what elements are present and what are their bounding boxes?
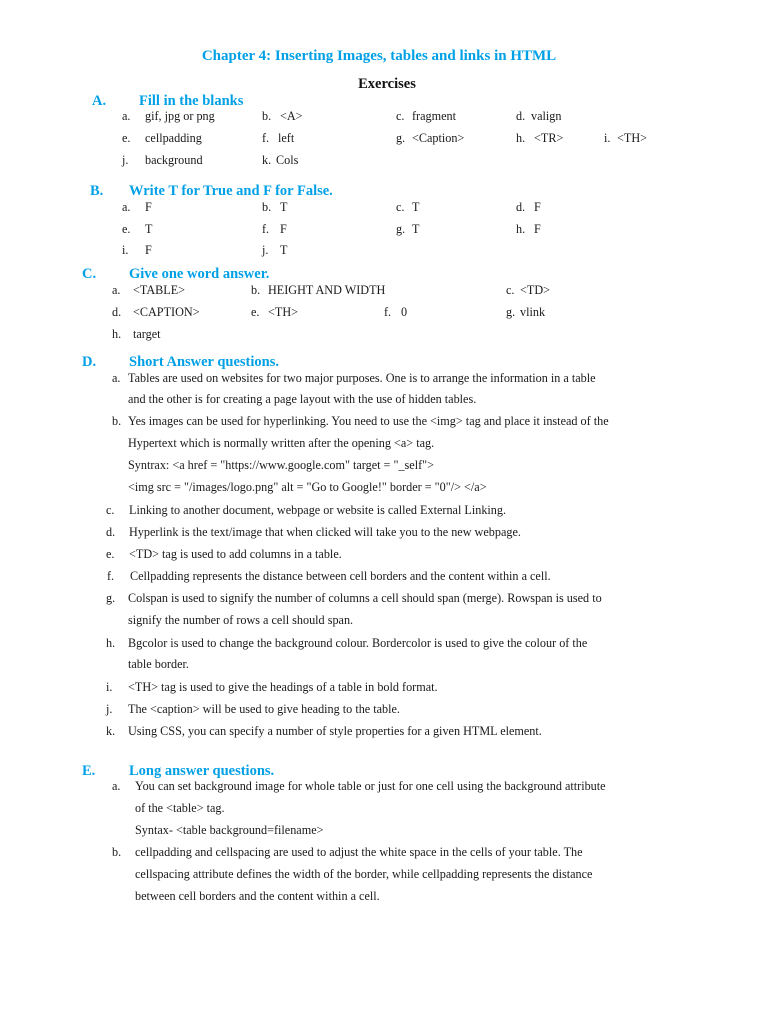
answer-text: T (145, 222, 153, 236)
answer-line: <TH> tag is used to give the headings of a table in bold format. (128, 680, 438, 694)
answer-label: g. (106, 591, 116, 605)
answer-label: c. (396, 109, 405, 123)
answer-line: and the other is for creating a page layout with the use of hidden tables. (128, 392, 477, 406)
answer-label: a. (122, 109, 131, 123)
answer-text: T (412, 200, 420, 214)
answer-label: e. (122, 222, 131, 236)
section-c-letter: C. (82, 266, 97, 282)
answer-label: h. (516, 222, 526, 236)
answer-line: signify the number of rows a cell should span. (128, 613, 354, 627)
answer-label: e. (106, 547, 115, 561)
answer-text: T (280, 200, 288, 214)
answer-line: Syntax- <table background=filename> (135, 823, 324, 837)
answer-line: cellspacing attribute defines the width of the border, while cellpadding represents the distance (135, 867, 593, 881)
answer-line: Hypertext which is normally written after the opening <a> tag. (128, 436, 435, 450)
answer-text: <TH> (268, 305, 298, 319)
answer-text: F (145, 243, 152, 257)
answer-text: vlink (520, 305, 546, 319)
answer-label: c. (506, 283, 515, 297)
answer-line: Using CSS, you can specify a number of style properties for a given HTML element. (128, 724, 542, 738)
section-e-letter: E. (82, 763, 96, 779)
answer-text: F (145, 200, 152, 214)
section-a-letter: A. (92, 93, 107, 109)
answer-text: <CAPTION> (133, 305, 200, 319)
answer-line: Bgcolor is used to change the background colour. Bordercolor is used to give the colour of the (128, 636, 588, 650)
answer-label: b. (112, 414, 122, 428)
answer-text: <Caption> (412, 131, 465, 145)
answer-line: Hyperlink is the text/image that when clicked will take you to the new webpage. (129, 525, 521, 539)
answer-label: k. (262, 153, 272, 167)
answer-label: j. (262, 243, 269, 257)
section-e-title: Long answer questions. (129, 763, 275, 779)
answer-text: gif, jpg or png (145, 109, 215, 123)
answer-text: <TABLE> (133, 283, 186, 297)
answer-text: cellpadding (145, 131, 202, 145)
answer-label: h. (516, 131, 526, 145)
section-b-letter: B. (90, 183, 104, 199)
answer-line: between cell borders and the content within a cell. (135, 889, 380, 903)
answer-text: left (278, 131, 295, 145)
section-b-title: Write T for True and F for False. (129, 183, 333, 199)
answer-text: F (534, 222, 541, 236)
answer-text: target (133, 327, 161, 341)
answer-label: e. (251, 305, 260, 319)
answer-line: <img src = "/images/logo.png" alt = "Go to Google!" border = "0"/> </a> (128, 480, 487, 494)
section-d-letter: D. (82, 354, 97, 370)
answer-label: i. (106, 680, 113, 694)
answer-line: Linking to another document, webpage or website is called External Linking. (129, 503, 507, 517)
answer-text: T (412, 222, 420, 236)
answer-label: j. (106, 702, 113, 716)
answer-line: Syntrax: <a href = "https://www.google.com" target = "_self"> (128, 458, 434, 472)
answer-line: You can set background image for whole table or just for one cell using the background attribute (135, 779, 606, 793)
answer-label: k. (106, 724, 116, 738)
answer-text: F (534, 200, 541, 214)
answer-label: b. (251, 283, 261, 297)
answer-label: b. (262, 109, 272, 123)
answer-text: <TR> (534, 131, 564, 145)
answer-label: c. (106, 503, 115, 517)
answer-label: g. (396, 131, 406, 145)
answer-text: <TD> (520, 283, 550, 297)
answer-label: i. (122, 243, 129, 257)
answer-label: d. (112, 305, 122, 319)
answer-line: Colspan is used to signify the number of columns a cell should span (merge). Rowspan is used to (128, 591, 602, 605)
answer-label: a. (122, 200, 131, 214)
answer-text: fragment (412, 109, 456, 123)
answer-label: h. (106, 636, 116, 650)
answer-line: of the <table> tag. (135, 801, 225, 815)
answer-label: b. (262, 200, 272, 214)
answer-line: <TD> tag is used to add columns in a table. (129, 547, 342, 561)
answer-label: a. (112, 371, 121, 385)
answer-label: f. (384, 305, 392, 319)
answer-label: e. (122, 131, 131, 145)
answer-label: f. (107, 569, 115, 583)
exercises-heading: Exercises (358, 76, 416, 92)
answer-text: T (280, 243, 288, 257)
answer-label: c. (396, 200, 405, 214)
chapter-title: Chapter 4: Inserting Images, tables and links in HTML (201, 48, 557, 64)
answer-label: a. (112, 283, 121, 297)
answer-text: F (280, 222, 287, 236)
section-d-title: Short Answer questions. (129, 354, 279, 370)
answer-label: f. (262, 131, 270, 145)
answer-label: h. (112, 327, 122, 341)
answer-line: The <caption> will be used to give heading to the table. (128, 702, 400, 716)
answer-label: a. (112, 779, 121, 793)
answer-line: cellpadding and cellspacing are used to adjust the white space in the cells of your table. The (135, 845, 583, 859)
answer-line: Tables are used on websites for two major purposes. One is to arrange the information in a table (128, 371, 596, 385)
answer-text: valign (531, 109, 562, 123)
answer-label: j. (122, 153, 129, 167)
section-c-title: Give one word answer. (129, 266, 270, 282)
answer-label: d. (516, 109, 526, 123)
answer-text: Cols (276, 153, 299, 167)
answer-label: g. (396, 222, 406, 236)
answer-line: Yes images can be used for hyperlinking. You need to use the <img> tag and place it instead of the (128, 414, 609, 428)
answer-label: i. (604, 131, 611, 145)
answer-label: b. (112, 845, 122, 859)
answer-label: g. (506, 305, 516, 319)
answer-label: d. (516, 200, 526, 214)
section-a-title: Fill in the blanks (139, 93, 244, 109)
answer-line: Cellpadding represents the distance between cell borders and the content within a cell. (130, 569, 551, 583)
answer-text: 0 (401, 305, 408, 319)
answer-text: HEIGHT AND WIDTH (268, 283, 386, 297)
answer-label: d. (106, 525, 116, 539)
answer-text: <TH> (617, 131, 647, 145)
answer-label: f. (262, 222, 270, 236)
answer-text: <A> (280, 109, 303, 123)
answer-line: table border. (128, 657, 189, 671)
answer-text: background (145, 153, 203, 167)
